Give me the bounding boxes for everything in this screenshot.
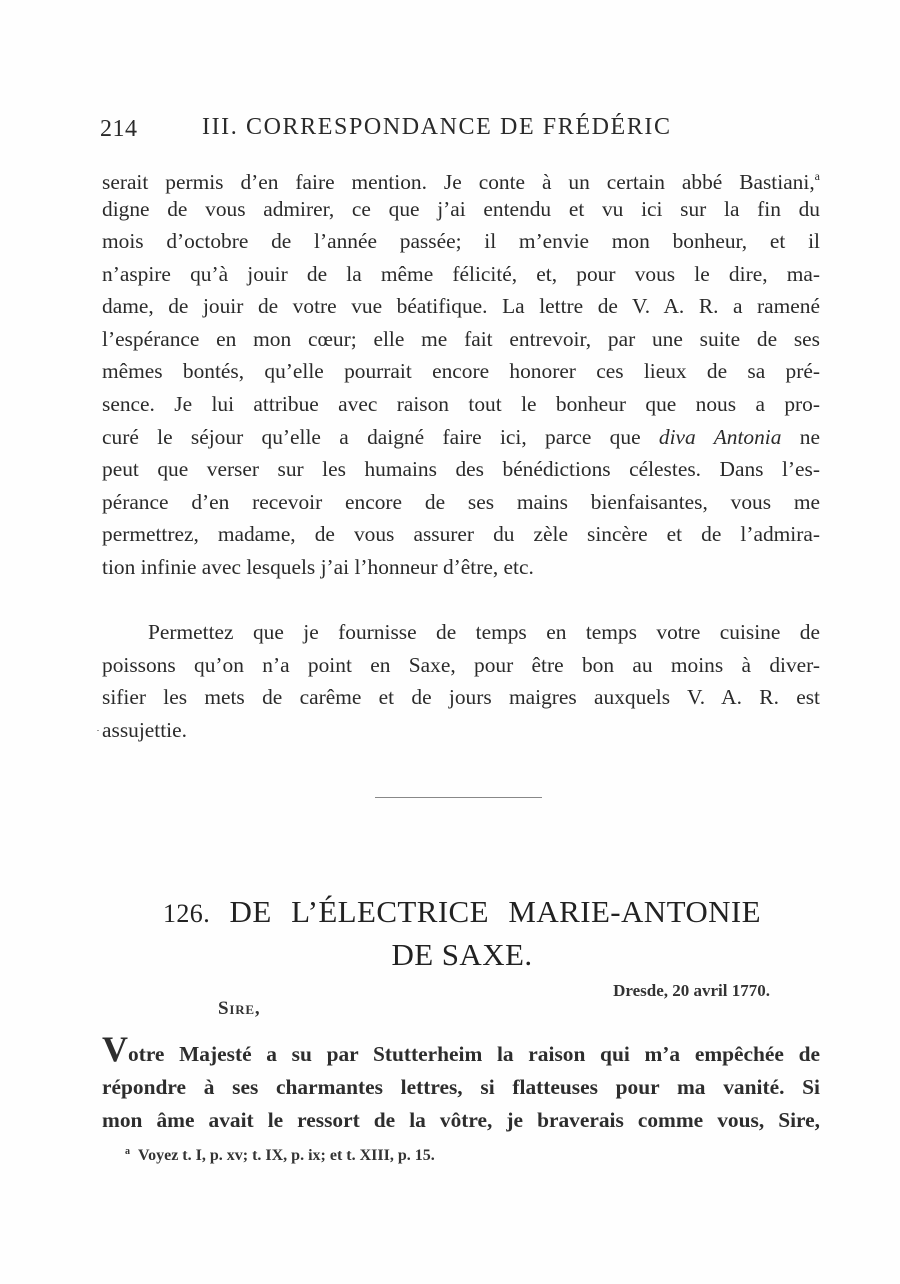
footnote-text: Voyez t. I, p. xv; t. IX, p. ix; et t. XIII, p. 15. [138, 1147, 435, 1164]
text-line: digne de vous admirer, ce que j’ai entendu et vu ici sur la fin du [102, 197, 820, 221]
salutation: Sire, [218, 998, 261, 1019]
text-line: assujettie. [102, 718, 187, 742]
text-line: tion infinie avec lesquels j’ai l’honneur d’être, etc. [102, 555, 534, 579]
footnote [125, 1146, 435, 1165]
dateline: Dresde, 20 avril 1770. [613, 981, 770, 1000]
text-line: pérance d’en recevoir encore de ses mains bienfaisantes, vous me [102, 490, 820, 514]
text-line [102, 1029, 820, 1070]
text-line-tail: ne [799, 425, 820, 449]
text-line: sifier les mets de carême et de jours maigres auxquels V. A. R. est [102, 685, 820, 709]
running-head-title: III. CORRESPONDANCE DE FRÉDÉRIC [202, 114, 672, 140]
running-head [100, 114, 820, 148]
page-number: 214 [100, 116, 138, 142]
text-line: mon âme avait le ressort de la vôtre, je braverais comme vous, Sire, [102, 1108, 820, 1132]
text-line: répondre à ses charmantes lettres, si flatteuses pour ma vanité. Si [102, 1075, 820, 1099]
text-line: permettrez, madame, de vous assurer du zèle sincère et de l’admira- [102, 522, 820, 546]
print-speck [97, 730, 99, 731]
text-line [102, 160, 820, 192]
text-line: poissons qu’on n’a point en Saxe, pour être bon au moins à diver- [102, 653, 820, 677]
letter-heading-line-2: DE SAXE. [391, 937, 533, 972]
letter-heading-text: DE L’ÉLECTRICE MARIE-ANTONIE [229, 894, 761, 929]
footnote-mark: a [125, 1146, 130, 1157]
text-line: dame, de jouir de votre vue béatifique. La lettre de V. A. R. a ramené [102, 294, 820, 318]
section-divider [375, 797, 542, 798]
text-line: Permettez que je fournisse de temps en temps votre cuisine de [148, 620, 820, 644]
text-line-content: serait permis d’en faire mention. Je conte à un certain abbé Bastiani, [102, 170, 815, 194]
drop-cap: V [102, 1029, 128, 1069]
footnote-reference[interactable]: a [814, 169, 820, 183]
text-line: n’aspire qu’à jouir de la même félicité, et, pour vous le dire, ma- [102, 262, 820, 286]
text-line: mêmes bontés, qu’elle pourrait encore honorer ces lieux de sa pré- [102, 359, 820, 383]
italic-phrase: diva Antonia [658, 425, 782, 449]
letter-heading-line-1 [163, 894, 761, 930]
text-line-content: otre Majesté a su par Stutterheim la raison qui m’a empêchée de [128, 1042, 820, 1066]
text-line [102, 421, 820, 453]
text-line: mois d’octobre de l’année passée; il m’envie mon bonheur, et il [102, 229, 820, 253]
text-line: l’espérance en mon cœur; elle me fait entrevoir, par une suite de ses [102, 327, 820, 351]
text-line: sence. Je lui attribue avec raison tout le bonheur que nous a pro- [102, 392, 820, 416]
letter-number: 126. [163, 899, 211, 928]
text-line-content: curé le séjour qu’elle a daigné faire ici, parce que [102, 425, 641, 449]
text-line: peut que verser sur les humains des bénédictions célestes. Dans l’es- [102, 457, 820, 481]
